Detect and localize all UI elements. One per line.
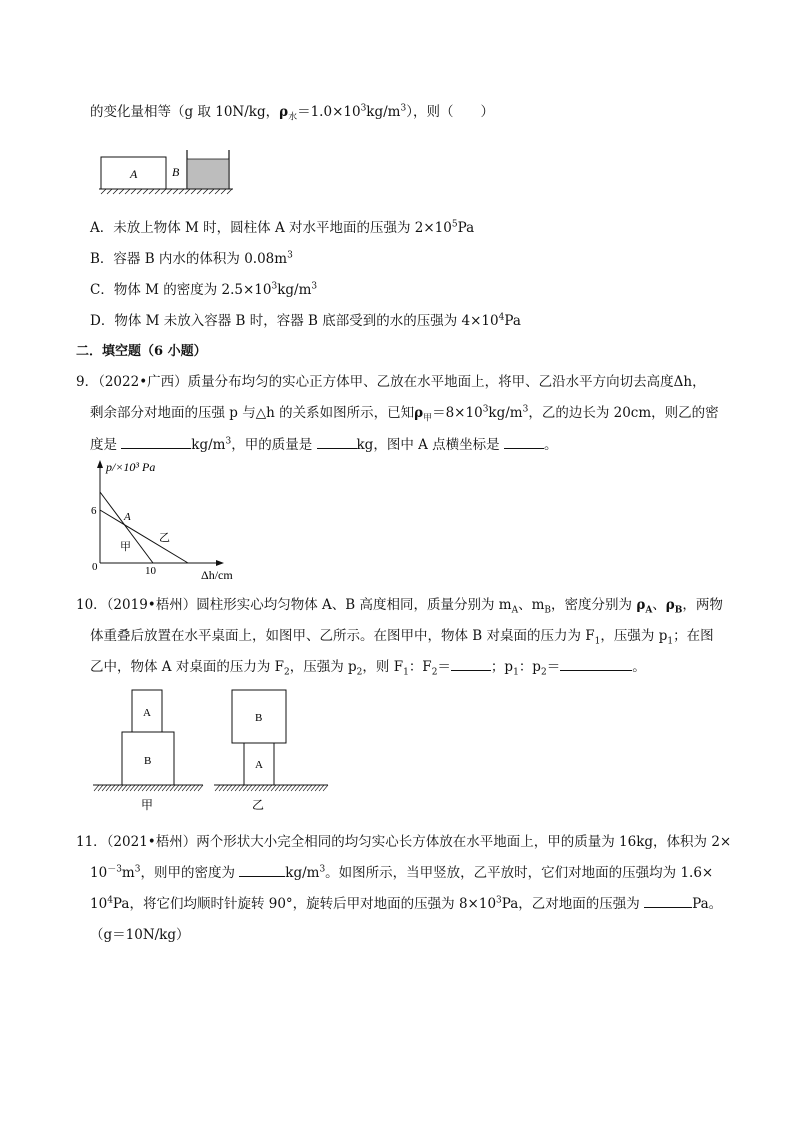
blank-force-ratio[interactable] <box>451 658 491 671</box>
tick-x-10: 10 <box>145 565 156 577</box>
q10-figure <box>88 685 333 815</box>
q9-line2: 剩余部分对地面的压强 p 与△h 的关系如图所示，已知$\rho_甲=8\times 10^3kg/m^3$，乙的边长为 20cm，则乙的密 <box>90 404 719 424</box>
q8-option-d: D．物体 M 未放入容器 B 时，容器 B 底部受到的水的压强为 $4\times 10^4Pa$ <box>90 312 521 329</box>
q8-option-a: A．未放上物体 M 时，圆柱体 A 对水平地面的压强为 $2\times 10^5Pa$ <box>90 219 475 236</box>
series-jia-label: 甲 <box>120 541 131 553</box>
q9-chart <box>85 458 255 588</box>
tick-origin: 0 <box>92 561 98 573</box>
blank-yi-pressure[interactable] <box>644 895 692 908</box>
q8-option-b: B．容器 B 内水的体积为 $0.08m^3$ <box>90 250 293 267</box>
q11-line4: （g＝10N/kg） <box>90 927 190 943</box>
y-axis-label: p/×10³ Pa <box>106 460 156 474</box>
q9-line3: 度是 $kg/m^3$，甲的质量是 kg，图中 A 点横坐标是 。 <box>90 436 558 453</box>
fig-yi-bottom-a-label: A <box>255 759 263 771</box>
point-a-label: A <box>124 511 131 523</box>
q10-line2: 体重叠后放置在水平桌面上，如图甲、乙所示。在图甲中，物体 B 对桌面的压力为 $F_1$，压强为 $p_1$；在图 <box>90 628 714 647</box>
fig-yi-top-b-label: B <box>255 712 263 724</box>
section-title: 二．填空题（6 小题） <box>76 344 207 359</box>
x-axis-label: Δh/cm <box>201 568 233 582</box>
water-fill <box>188 159 228 189</box>
x-axis-arrow <box>216 560 224 566</box>
fig-caption-yi: 乙 <box>252 798 265 812</box>
blank-jia-density[interactable] <box>239 864 285 877</box>
y-axis-arrow <box>97 460 103 468</box>
blank-jia-mass[interactable] <box>317 436 357 449</box>
series-yi-line <box>100 510 188 563</box>
block-a-label: A <box>130 167 138 181</box>
ground-hatch <box>101 189 232 194</box>
q11-line1: 11．（2021•梧州）两个形状大小完全相同的均匀实心长方体放在水平地面上，甲的质量为 16kg，体积为 2× <box>76 834 732 850</box>
q8-figure <box>95 150 245 200</box>
fig-jia-bottom-b-label: B <box>144 755 152 767</box>
q11-line3: $10^4Pa$，将它们均顺时针旋转 90°，旋转后甲对地面的压强为 $8\times 10^3Pa$，乙对地面的压强为 Pa。 <box>90 895 723 912</box>
series-yi-label: 乙 <box>159 532 170 544</box>
fig-jia-top-a-label: A <box>143 707 151 719</box>
container-b-label: B <box>172 165 180 179</box>
q10-line1: 10．（2019•梧州）圆柱形实心均匀物体 A、B 高度相同，质量分别为 $m_A$、$m_B$，密度分别为 $\rho_A$、$\rho_B$，两物 <box>76 597 723 616</box>
blank-point-a[interactable] <box>504 436 544 449</box>
fig-caption-jia: 甲 <box>141 798 154 812</box>
q8-option-c: C．物体 M 的密度为 $2.5\times 10^3kg/m^3$ <box>90 281 318 298</box>
tick-y-6: 6 <box>91 505 97 517</box>
q9-line1: 9．（2022•广西）质量分布均匀的实心正方体甲、乙放在水平地面上，将甲、乙沿水平方向切去高度Δh， <box>76 374 706 390</box>
q10-line3: 乙中，物体 A 对桌面的压力为 $F_2$，压强为 $p_2$，则 $F_1$：$F_2=$ ；$p_1$：$p_2=$ 。 <box>90 659 646 678</box>
blank-yi-density[interactable] <box>121 436 191 449</box>
blank-pressure-ratio[interactable] <box>560 658 632 671</box>
q8-intro: 的变化量相等（g 取 10N/kg，$\rho_水=1.0\times 10^3kg/m^3$），则（ ） <box>90 103 494 123</box>
q11-line2: $10^{-3}m^3$，则甲的密度为 $kg/m^3$。如图所示，当甲竖放，乙平放时，它们对地面的压强均为 1.6× <box>90 864 714 881</box>
